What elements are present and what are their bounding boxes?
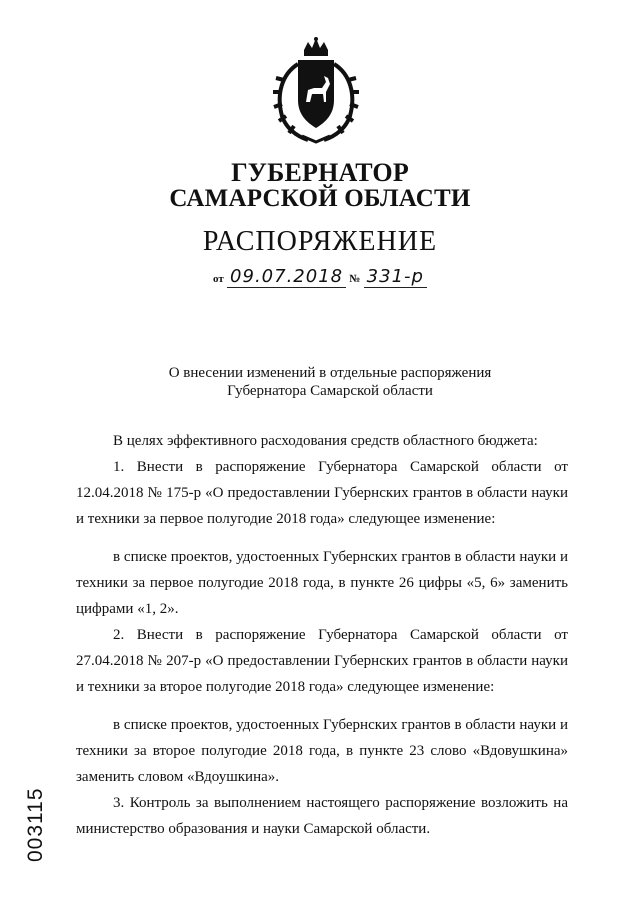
body-item-1-change: в списке проектов, удостоенных Губернских грантов в области науки и техники за первое полугодие 2018 года, в пункте 26 цифры «5, 6» заменить цифрами «1, 2». (76, 549, 568, 617)
body-intro: В целях эффективного расходования средств областного бюджета: (113, 433, 538, 449)
document-body (76, 428, 568, 842)
issuer-title-line-1: ГУБЕРНАТОР (231, 158, 409, 187)
order-number: 331-р (364, 266, 427, 288)
subject-line-1: О внесении изменений в отдельные распоряжения (168, 365, 492, 381)
body-item-2-change: в списке проектов, удостоенных Губернских грантов в области науки и техники за второе полугодие 2018 года, в пункте 23 слово «Вдовушкина» заменить словом «Вдоушкина». (76, 717, 568, 785)
order-date: 09.07.2018 (227, 266, 346, 288)
order-date-number (0, 266, 640, 288)
body-item-2: 2. Внести в распоряжение Губернатора Самарской области от 27.04.2018 № 207-р «О предоставлении Губернских грантов в области науки и техники за второе полугодие 2018 года» следующее изменение: (76, 627, 568, 695)
subject-line-2: Губернатора Самарской области (227, 383, 433, 399)
body-item-1: 1. Внести в распоряжение Губернатора Самарской области от 12.04.2018 № 175-р «О предоставлении Губернских грантов в области науки и техники за первое полугодие 2018 года» следующее изменение: (76, 459, 568, 527)
registration-number: 003115 (24, 787, 47, 862)
body-item-3: 3. Контроль за выполнением настоящего распоряжение возложить на министерство образования и науки Самарской области. (76, 795, 568, 837)
coat-of-arms-icon (268, 36, 364, 144)
document-type: РАСПОРЯЖЕНИЕ (202, 226, 438, 257)
document-subject (120, 364, 540, 400)
issuer-title-line-2: САМАРСКОЙ ОБЛАСТИ (169, 185, 471, 212)
number-prefix: № (349, 273, 361, 285)
date-prefix: от (213, 273, 224, 285)
